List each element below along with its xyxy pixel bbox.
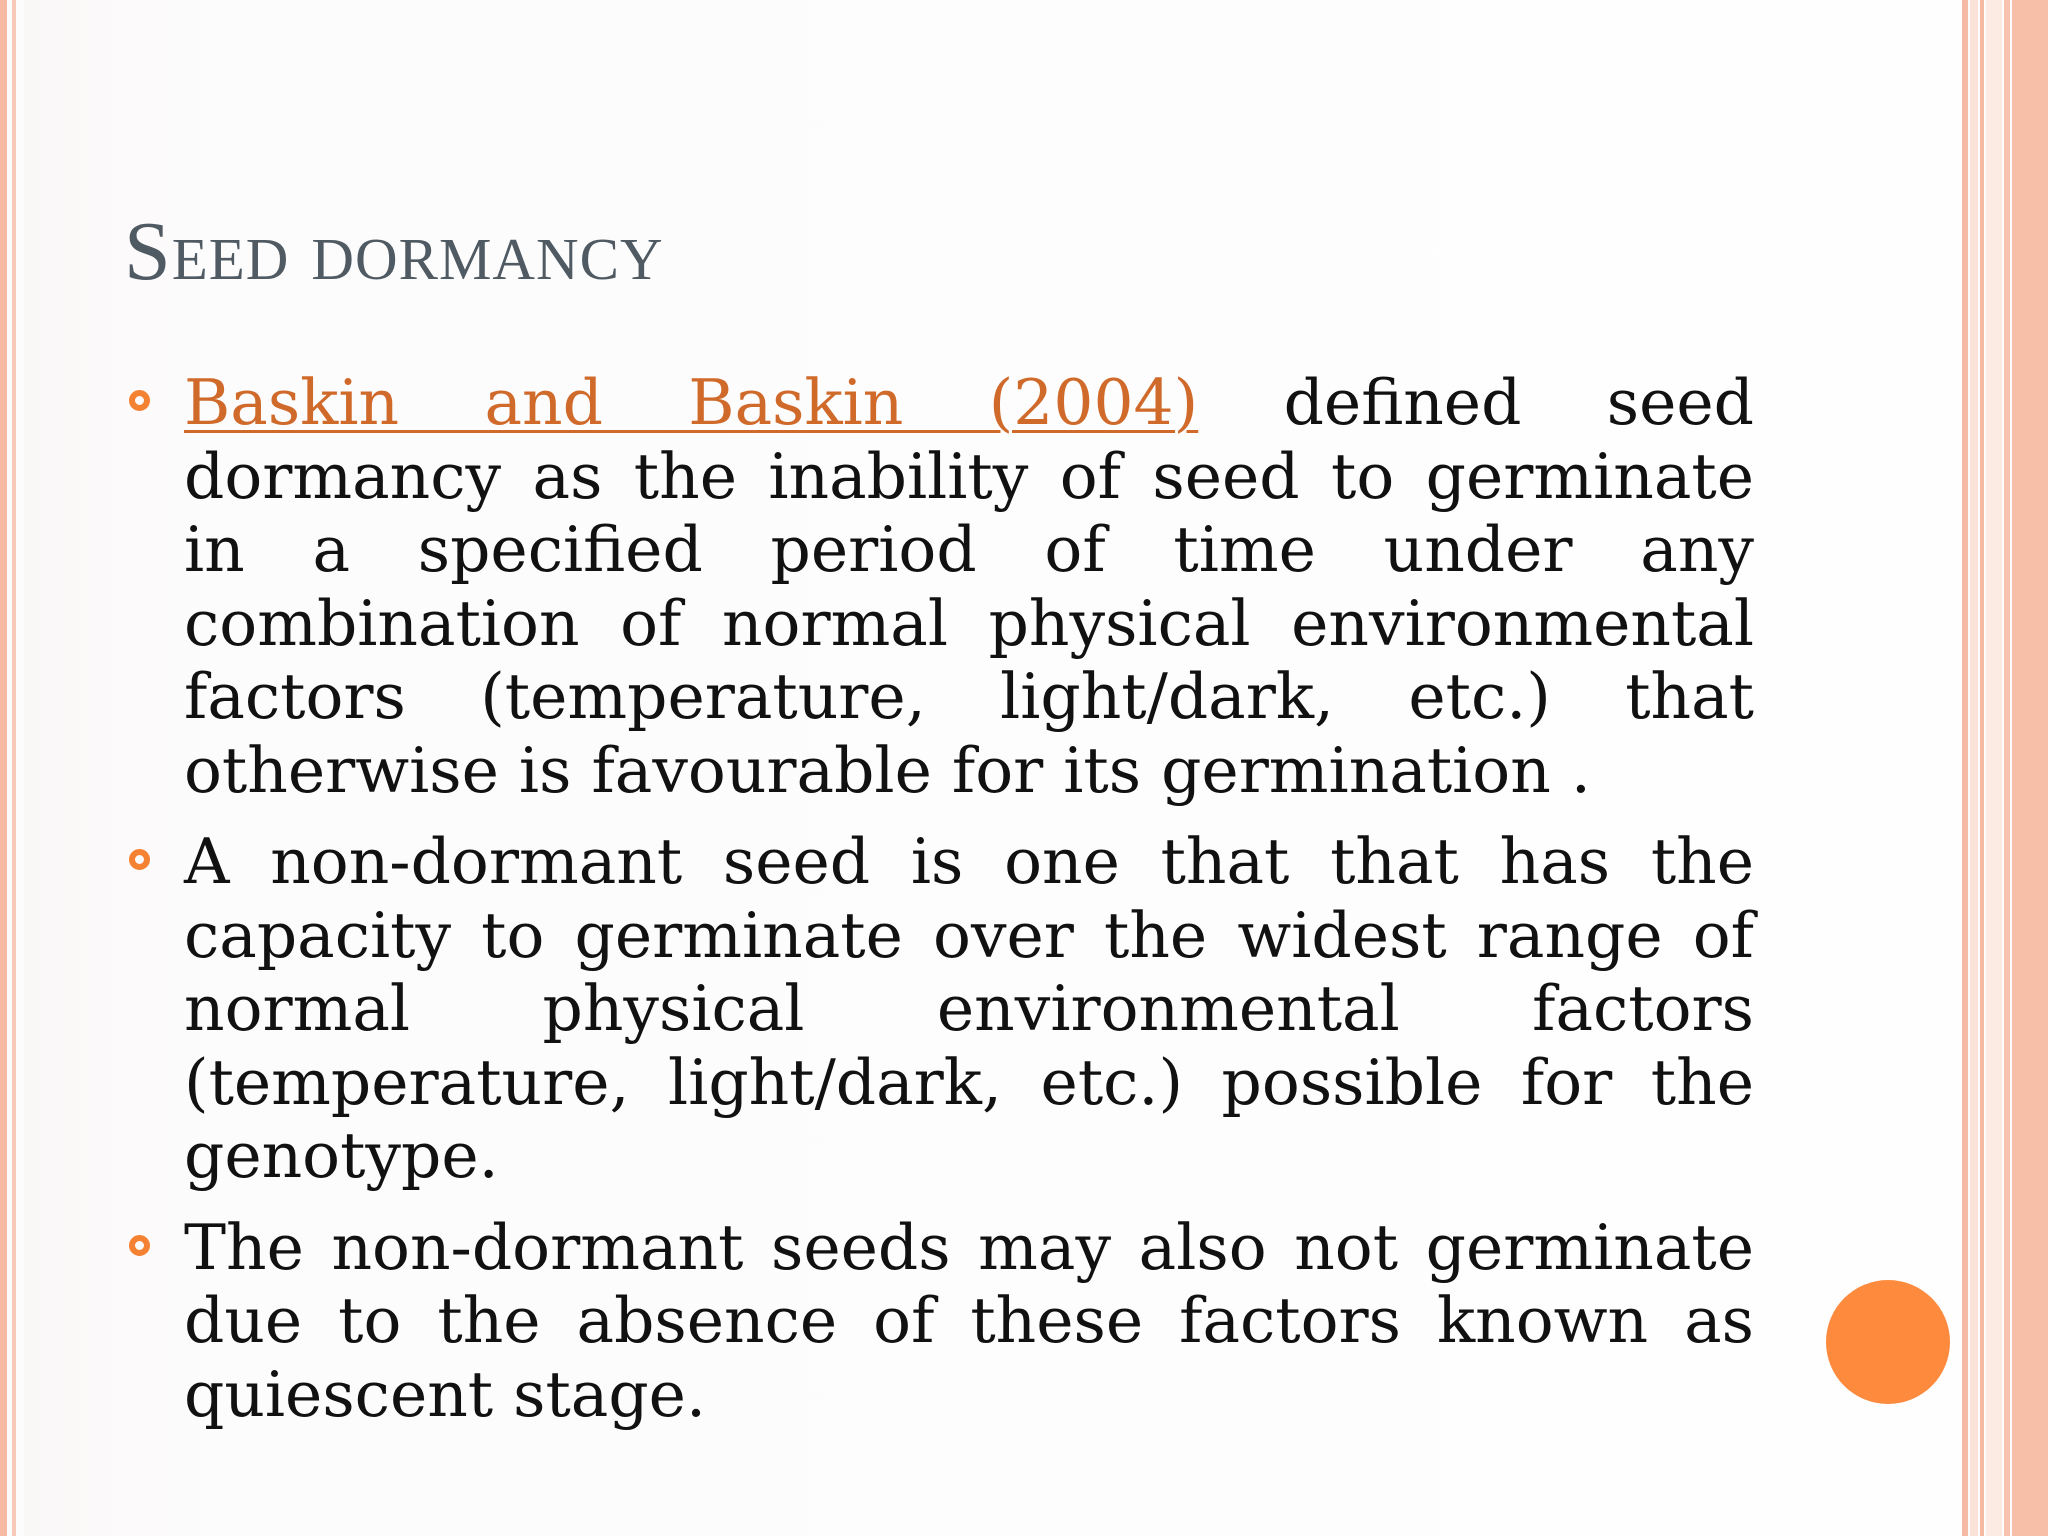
right-border-stripe xyxy=(1986,0,2002,1536)
hollow-circle-bullet-icon xyxy=(129,1235,150,1256)
right-border-stripe xyxy=(1980,0,1984,1536)
hollow-circle-bullet-icon xyxy=(129,849,150,870)
right-border-stripe xyxy=(2004,0,2010,1536)
bullet-item xyxy=(184,366,1754,807)
bullet-item xyxy=(184,1211,1754,1432)
orange-circle-decoration-icon xyxy=(1826,1280,1950,1404)
left-border-inner xyxy=(12,0,16,1536)
citation-link[interactable]: Baskin and Baskin (2004) xyxy=(184,366,1199,439)
slide-title: Seed dormancy xyxy=(124,205,664,298)
hollow-circle-bullet-icon xyxy=(129,390,150,411)
right-border-stripe xyxy=(1962,0,1968,1536)
bullet-text: defined seed dormancy as the inability of seed to germinate in a specified period of time under any combination of normal physical environmental factors (temperature, light/dark, etc.) that otherwise is favourable for its germination . xyxy=(184,366,1754,807)
right-border-stripe xyxy=(2012,0,2048,1536)
bullet-text: A non-dormant seed is one that that has the capacity to germinate over the widest range of normal physical environmental factors (temperature, light/dark, etc.) possible for the genotype. xyxy=(184,825,1754,1192)
right-border-stripe xyxy=(1970,0,1978,1536)
left-border xyxy=(0,0,7,1536)
bullet-text: The non-dormant seeds may also not germinate due to the absence of these factors known as quiescent stage. xyxy=(184,1210,1754,1431)
bullet-list xyxy=(184,366,1754,1449)
bullet-item xyxy=(184,825,1754,1193)
